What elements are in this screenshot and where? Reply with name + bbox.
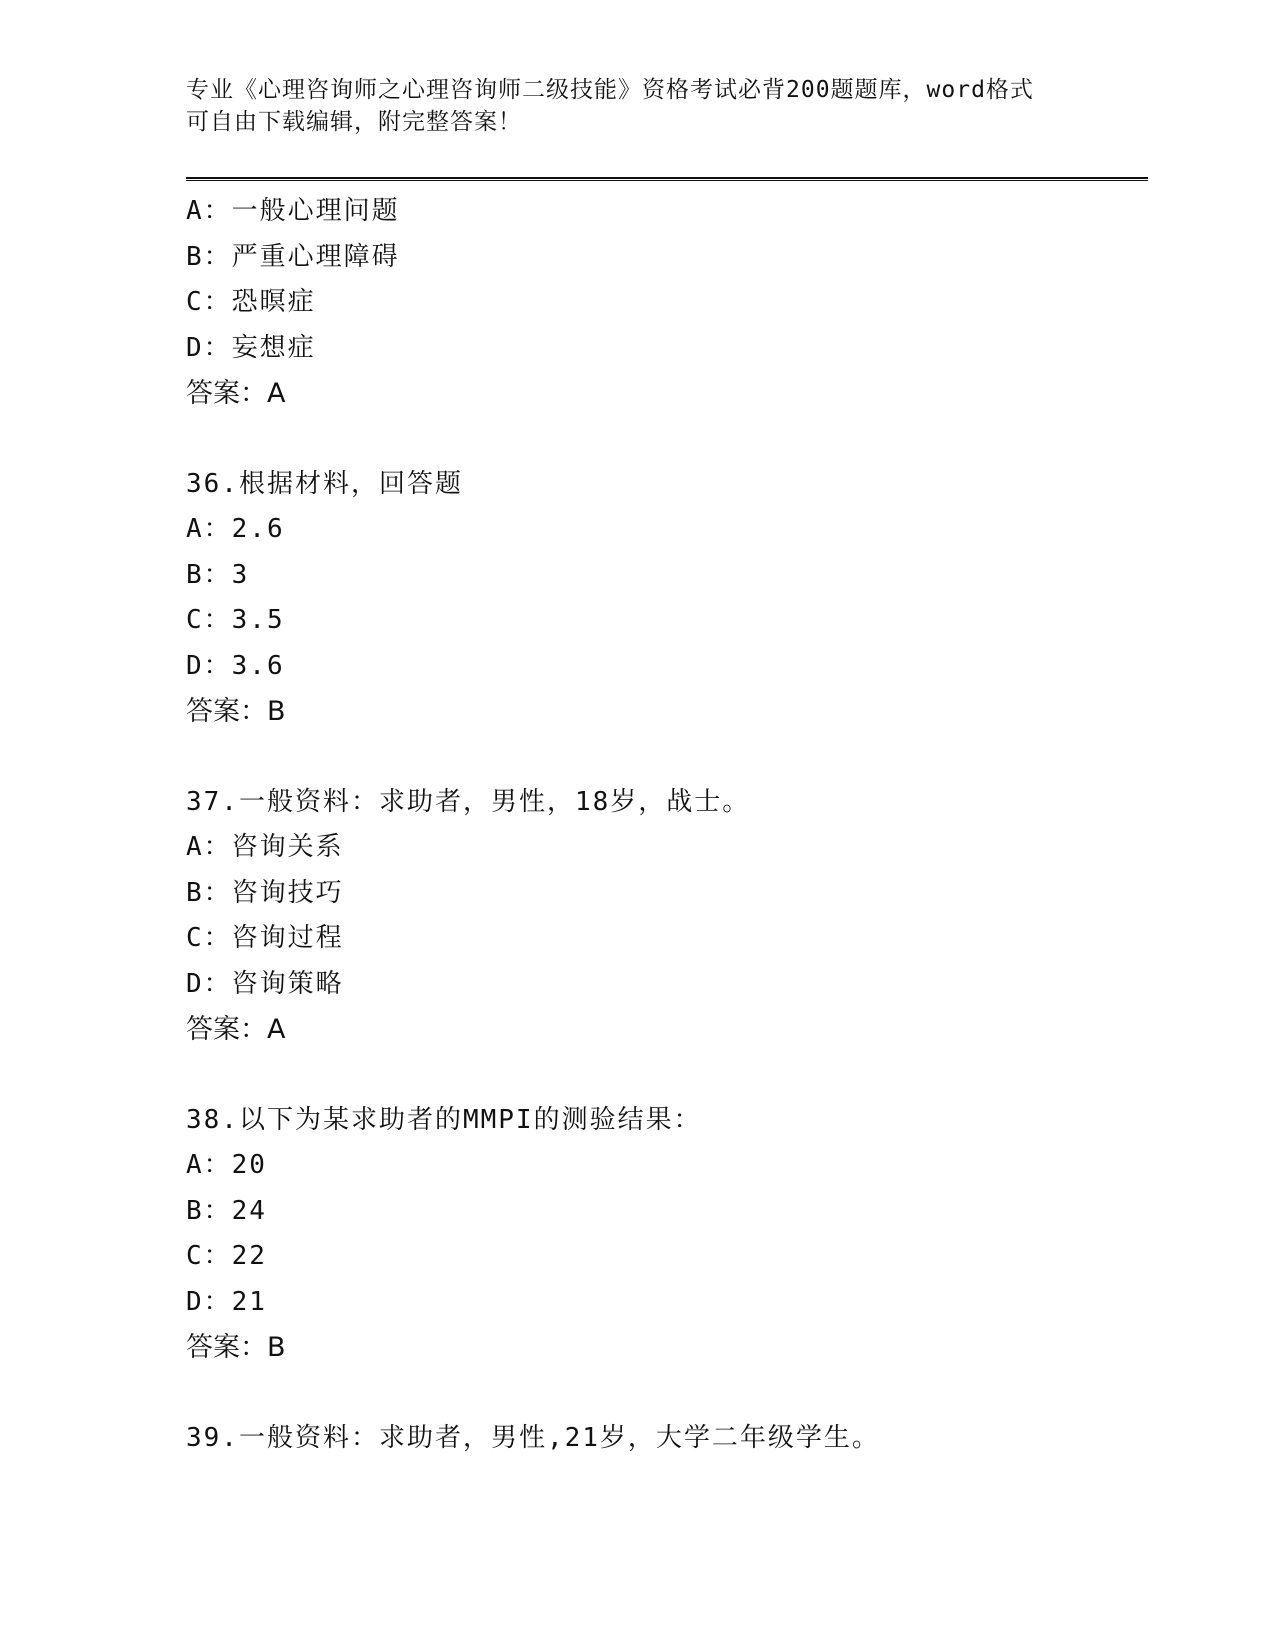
question-title: 37.一般资料：求助者，男性，18岁，战士。 (186, 786, 751, 817)
question-block-38 (186, 1098, 1146, 1371)
block-spacer (186, 417, 1146, 462)
question-title: 38.以下为某求助者的MMPI的测验结果： (186, 1104, 702, 1135)
option-d: D：3.6 (186, 650, 285, 681)
block-spacer (186, 1053, 1146, 1098)
answer-line: 答案：A (186, 1014, 286, 1045)
answer-line: 答案：A (186, 378, 286, 409)
option-b: B：3 (186, 559, 250, 590)
option-c: C：恐暝症 (186, 287, 316, 317)
question-list (186, 189, 1146, 1461)
option-c: C：3.5 (186, 605, 285, 635)
block-spacer (186, 1371, 1146, 1416)
question-title: 36.根据材料，回答题 (186, 468, 463, 499)
option-a: A：2.6 (186, 514, 285, 544)
question-block-37 (186, 780, 1146, 1053)
question-block-39 (186, 1416, 1146, 1462)
option-a: A：20 (186, 1150, 267, 1180)
option-a: A：一般心理问题 (186, 196, 400, 226)
option-b: B：24 (186, 1195, 267, 1226)
option-c: C：22 (186, 1241, 267, 1271)
option-a: A：咨询关系 (186, 832, 344, 862)
document-header (186, 74, 1086, 138)
header-title-line-1: 专业《心理咨询师之心理咨询师二级技能》资格考试必背200题题库，word格式 (186, 77, 1034, 103)
answer-line: 答案：B (186, 1332, 286, 1363)
question-block-35 (186, 189, 1146, 417)
question-block-36 (186, 462, 1146, 735)
header-divider (186, 177, 1148, 181)
header-title-line-2: 可自由下载编辑，附完整答案！ (186, 109, 522, 135)
option-b: B：咨询技巧 (186, 877, 344, 908)
option-d: D：21 (186, 1286, 267, 1317)
option-d: D：咨询策略 (186, 968, 344, 999)
question-title: 39.一般资料：求助者，男性,21岁，大学二年级学生。 (186, 1422, 880, 1453)
option-c: C：咨询过程 (186, 923, 344, 953)
option-b: B：严重心理障碍 (186, 241, 400, 272)
option-d: D：妄想症 (186, 332, 316, 363)
answer-line: 答案：B (186, 696, 286, 727)
block-spacer (186, 735, 1146, 780)
